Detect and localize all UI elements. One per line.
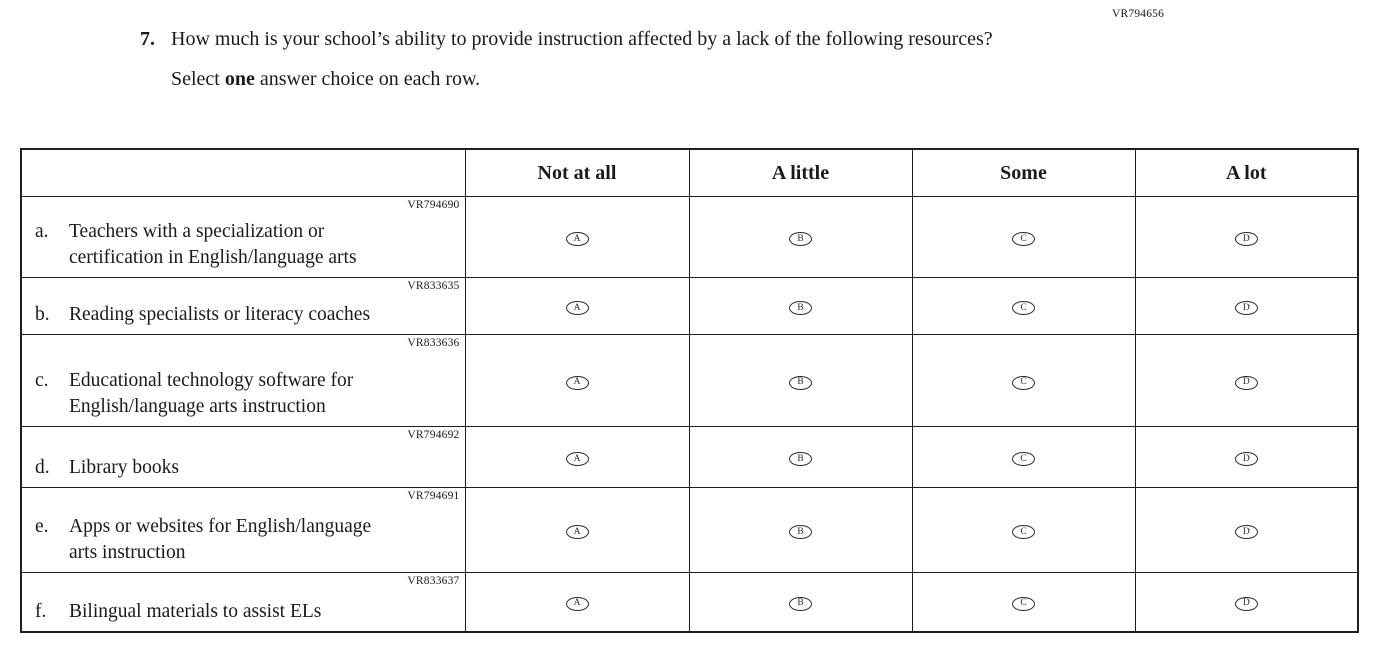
row-label-cell [21, 197, 465, 278]
question-text: How much is your school’s ability to provide instruction affected by a lack of the following resources? [171, 28, 993, 50]
row-label [35, 599, 461, 625]
row-letter: f. [35, 600, 47, 622]
answer-cell-b-a-lot [1135, 278, 1358, 335]
answer-cell-b-some [912, 278, 1135, 335]
column-header-a-lot: A lot [1135, 149, 1358, 197]
row-label-cell [21, 278, 465, 335]
table-row-d [21, 427, 1358, 488]
row-letter: c. [35, 370, 49, 391]
row-vr-code: VR833635 [407, 280, 460, 292]
answer-bubble-b-a-little[interactable]: B [789, 301, 812, 315]
answer-cell-a-a-little [689, 197, 912, 278]
answer-bubble-e-a-lot[interactable]: D [1235, 525, 1258, 539]
question-body [171, 26, 993, 93]
row-vr-code: VR794692 [407, 429, 460, 441]
question-block [140, 26, 993, 93]
row-label-cell [21, 335, 465, 427]
answer-bubble-c-some[interactable]: C [1012, 376, 1035, 390]
row-vr-code: VR833637 [407, 575, 460, 587]
instruction-bold-word: one [224, 68, 255, 90]
answer-bubble-e-some[interactable]: C [1012, 525, 1035, 539]
row-label-text: Educational technology software for English/language arts instruction [69, 370, 354, 417]
row-label [35, 368, 461, 420]
row-label [35, 219, 461, 271]
instruction-suffix: answer choice on each row. [259, 68, 481, 90]
answer-bubble-f-not-at-all[interactable]: A [566, 597, 589, 611]
answer-bubble-c-a-little[interactable]: B [789, 376, 812, 390]
answer-cell-f-some [912, 573, 1135, 632]
column-header-some: Some [912, 149, 1135, 197]
row-label-cell [21, 573, 465, 632]
answer-bubble-a-a-little[interactable]: B [789, 232, 812, 246]
row-label-text: Teachers with a specialization or certification in English/language arts [69, 221, 357, 268]
column-header-not-at-all: Not at all [465, 149, 689, 197]
answer-bubble-d-not-at-all[interactable]: A [566, 452, 589, 466]
answer-bubble-f-a-lot[interactable]: D [1235, 597, 1258, 611]
answer-bubble-d-a-lot[interactable]: D [1235, 452, 1258, 466]
row-label-cell [21, 488, 465, 573]
row-letter: e. [35, 516, 49, 537]
question-number: 7. [140, 28, 155, 50]
answer-cell-f-not-at-all [465, 573, 689, 632]
answer-bubble-b-a-lot[interactable]: D [1235, 301, 1258, 315]
answer-bubble-a-some[interactable]: C [1012, 232, 1035, 246]
instruction-prefix: Select [171, 68, 220, 90]
answer-bubble-c-a-lot[interactable]: D [1235, 376, 1258, 390]
answer-cell-e-a-little [689, 488, 912, 573]
row-vr-code: VR794690 [407, 199, 460, 211]
answer-cell-c-some [912, 335, 1135, 427]
answer-cell-d-not-at-all [465, 427, 689, 488]
answer-cell-a-some [912, 197, 1135, 278]
table-row-c [21, 335, 1358, 427]
answer-cell-a-a-lot [1135, 197, 1358, 278]
row-label-cell [21, 427, 465, 488]
header-empty-cell [21, 149, 465, 197]
answer-cell-a-not-at-all [465, 197, 689, 278]
answer-cell-c-a-little [689, 335, 912, 427]
answer-grid [20, 148, 1359, 633]
row-letter: a. [35, 221, 49, 242]
answer-bubble-f-some[interactable]: C [1012, 597, 1035, 611]
header-row [21, 149, 1358, 197]
row-vr-code: VR833636 [407, 337, 460, 349]
table-row-e [21, 488, 1358, 573]
answer-bubble-d-a-little[interactable]: B [789, 452, 812, 466]
column-header-a-little: A little [689, 149, 912, 197]
row-letter: d. [35, 457, 50, 478]
answer-cell-e-not-at-all [465, 488, 689, 573]
row-label [35, 455, 461, 481]
row-label [35, 302, 461, 328]
answer-cell-f-a-lot [1135, 573, 1358, 632]
answer-bubble-d-some[interactable]: C [1012, 452, 1035, 466]
answer-cell-e-a-lot [1135, 488, 1358, 573]
table-row-b [21, 278, 1358, 335]
answer-cell-f-a-little [689, 573, 912, 632]
answer-bubble-a-a-lot[interactable]: D [1235, 232, 1258, 246]
row-label-text: Library books [69, 457, 179, 478]
table-row-a [21, 197, 1358, 278]
question-form-code: VR794656 [1112, 8, 1165, 20]
answer-bubble-e-not-at-all[interactable]: A [566, 525, 589, 539]
answer-cell-e-some [912, 488, 1135, 573]
row-letter: b. [35, 304, 50, 325]
answer-cell-d-a-little [689, 427, 912, 488]
answer-bubble-a-not-at-all[interactable]: A [566, 232, 589, 246]
table-row-f [21, 573, 1358, 632]
answer-cell-b-not-at-all [465, 278, 689, 335]
answer-cell-c-not-at-all [465, 335, 689, 427]
answer-bubble-f-a-little[interactable]: B [789, 597, 812, 611]
answer-bubble-c-not-at-all[interactable]: A [566, 376, 589, 390]
answer-cell-c-a-lot [1135, 335, 1358, 427]
question-instruction [171, 66, 993, 93]
row-label-text: Bilingual materials to assist ELs [69, 600, 322, 622]
answer-cell-b-a-little [689, 278, 912, 335]
answer-bubble-b-some[interactable]: C [1012, 301, 1035, 315]
row-label-text: Apps or websites for English/language arts instruction [69, 516, 372, 563]
row-vr-code: VR794691 [407, 490, 460, 502]
answer-bubble-e-a-little[interactable]: B [789, 525, 812, 539]
row-label [35, 514, 461, 566]
answer-bubble-b-not-at-all[interactable]: A [566, 301, 589, 315]
answer-cell-d-a-lot [1135, 427, 1358, 488]
row-label-text: Reading specialists or literacy coaches [69, 304, 371, 325]
answer-cell-d-some [912, 427, 1135, 488]
